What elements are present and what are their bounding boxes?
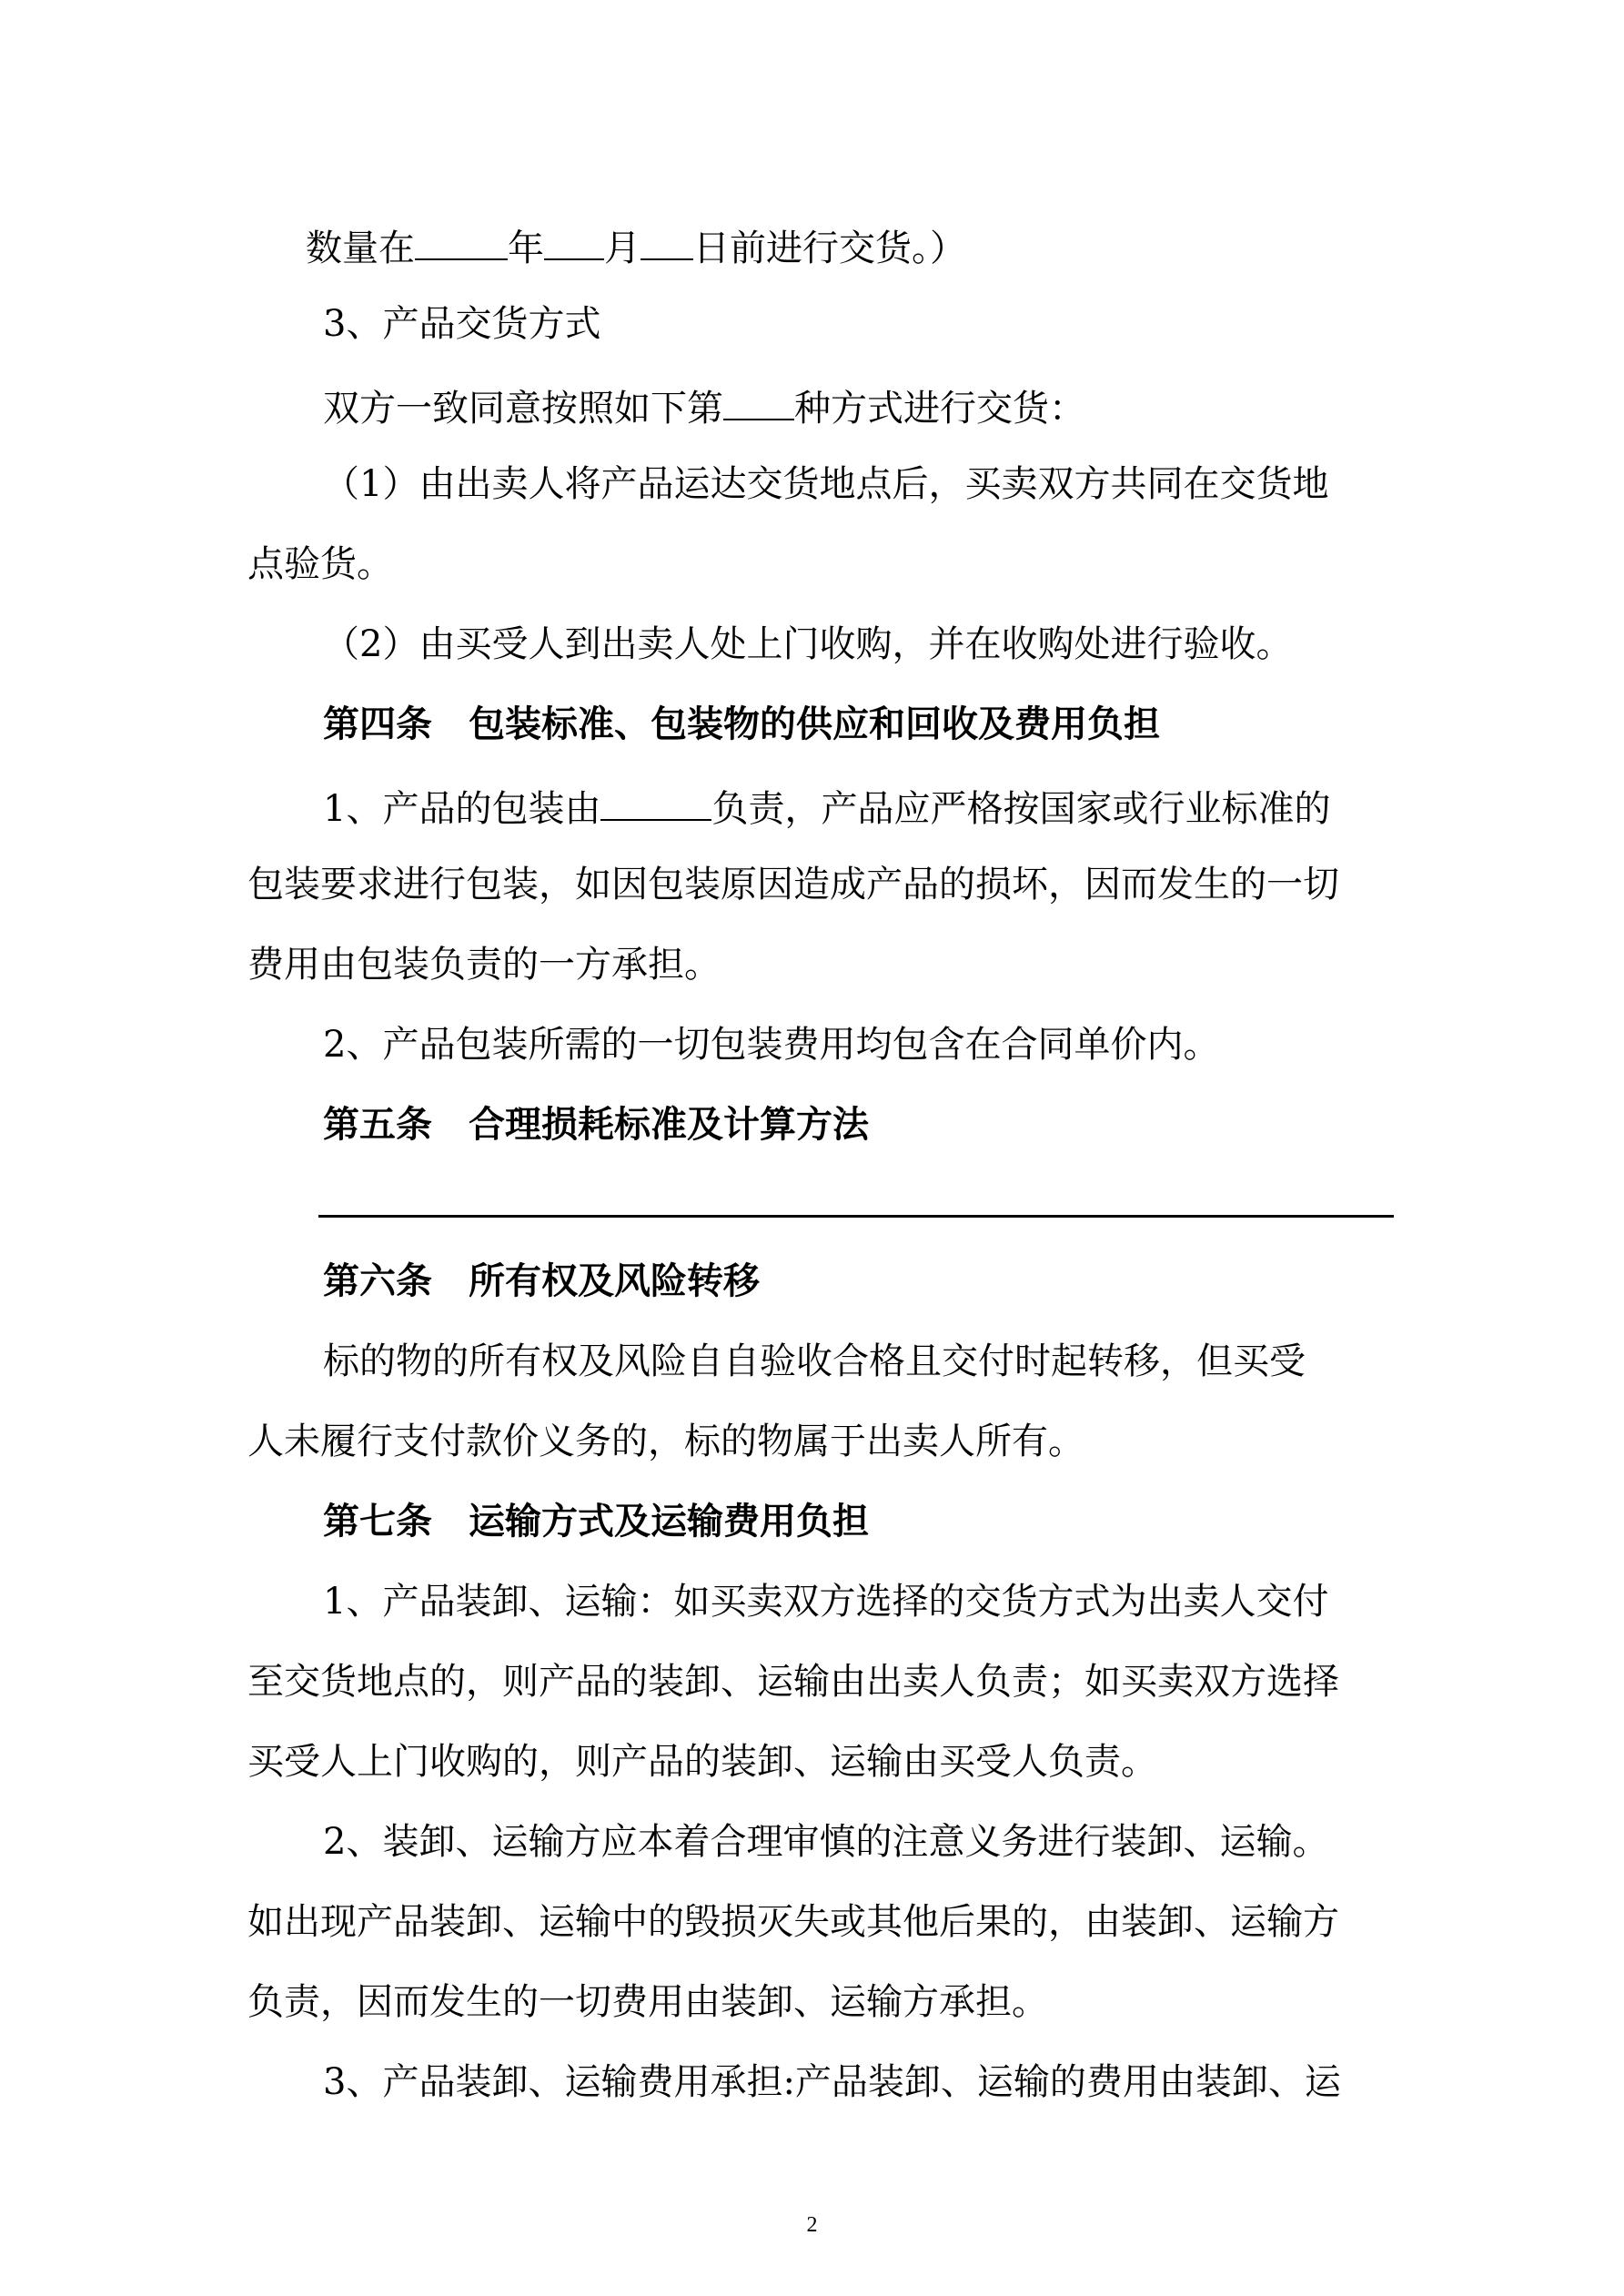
- month-blank: [544, 226, 604, 260]
- article4-p1-prefix: 1、产品的包装由: [323, 788, 601, 830]
- packaging-party-blank: [600, 786, 711, 821]
- article7-p2-line2: 如出现产品装卸、运输中的毁损灭失或其他后果的，由装卸、运输方: [247, 1901, 1339, 1943]
- delivery-choice-prefix: 双方一致同意按照如下第: [323, 388, 723, 430]
- article7-p2-line3: 负责，因而发生的一切费用由装卸、运输方承担。: [247, 1981, 1048, 2023]
- article6-line1: 标的物的所有权及风险自自验收合格且交付时起转移，但买受: [323, 1340, 1306, 1382]
- delivery-date-prefix: 数量在: [306, 228, 415, 269]
- year-label: 年: [508, 228, 544, 269]
- year-blank: [415, 226, 508, 260]
- article6-title: 第六条 所有权及风险转移: [323, 1259, 760, 1302]
- delivery-date-line: [306, 226, 966, 267]
- month-label: 月: [604, 228, 641, 269]
- article5-fill-line: [318, 1215, 1394, 1218]
- article7-p1-line3: 买受人上门收购的，则产品的装卸、运输由买受人负责。: [247, 1741, 1157, 1783]
- article6-line2: 人未履行支付款价义务的，标的物属于出卖人所有。: [247, 1421, 1084, 1462]
- article7-title: 第七条 运输方式及运输费用负担: [323, 1500, 869, 1542]
- page-number: 2: [806, 2213, 818, 2237]
- option1-line1: （1）由出卖人将产品运达交货地点后，买卖双方共同在交货地: [323, 463, 1329, 505]
- article7-p1-line2: 至交货地点的，则产品的装卸、运输由出卖人负责；如买卖双方选择: [247, 1661, 1339, 1703]
- day-blank: [641, 226, 693, 260]
- option1-line2: 点验货。: [247, 543, 393, 585]
- item3-heading: 3、产品交货方式: [323, 303, 601, 345]
- day-suffix: 日前进行交货。）: [693, 228, 966, 269]
- article4-p2: 2、产品包装所需的一切包装费用均包含在合同单价内。: [323, 1024, 1220, 1066]
- article4-title: 第四条 包装标准、包装物的供应和回收及费用负担: [323, 703, 1160, 745]
- article4-p1-line3: 费用由包装负责的一方承担。: [247, 944, 721, 986]
- article4-p1-line2: 包装要求进行包装，如因包装原因造成产品的损坏，因而发生的一切: [247, 864, 1339, 905]
- option2-line: （2）由买受人到出卖人处上门收购，并在收购处进行验收。: [323, 623, 1293, 665]
- article5-title: 第五条 合理损耗标准及计算方法: [323, 1103, 869, 1146]
- article4-p1-suffix: 负责，产品应严格按国家或行业标准的: [711, 788, 1331, 830]
- delivery-choice-line: [323, 386, 1085, 430]
- article7-p2-line1: 2、装卸、运输方应本着合理审慎的注意义务进行装卸、运输。: [323, 1821, 1329, 1863]
- delivery-choice-suffix: 种方式进行交货：: [794, 388, 1085, 430]
- article7-p3-line1: 3、产品装卸、运输费用承担:产品装卸、运输的费用由装卸、运: [323, 2061, 1341, 2103]
- method-blank: [723, 386, 794, 420]
- article4-p1-line1: [323, 786, 1331, 830]
- article7-p1-line1: 1、产品装卸、运输：如买卖双方选择的交货方式为出卖人交付: [323, 1581, 1329, 1623]
